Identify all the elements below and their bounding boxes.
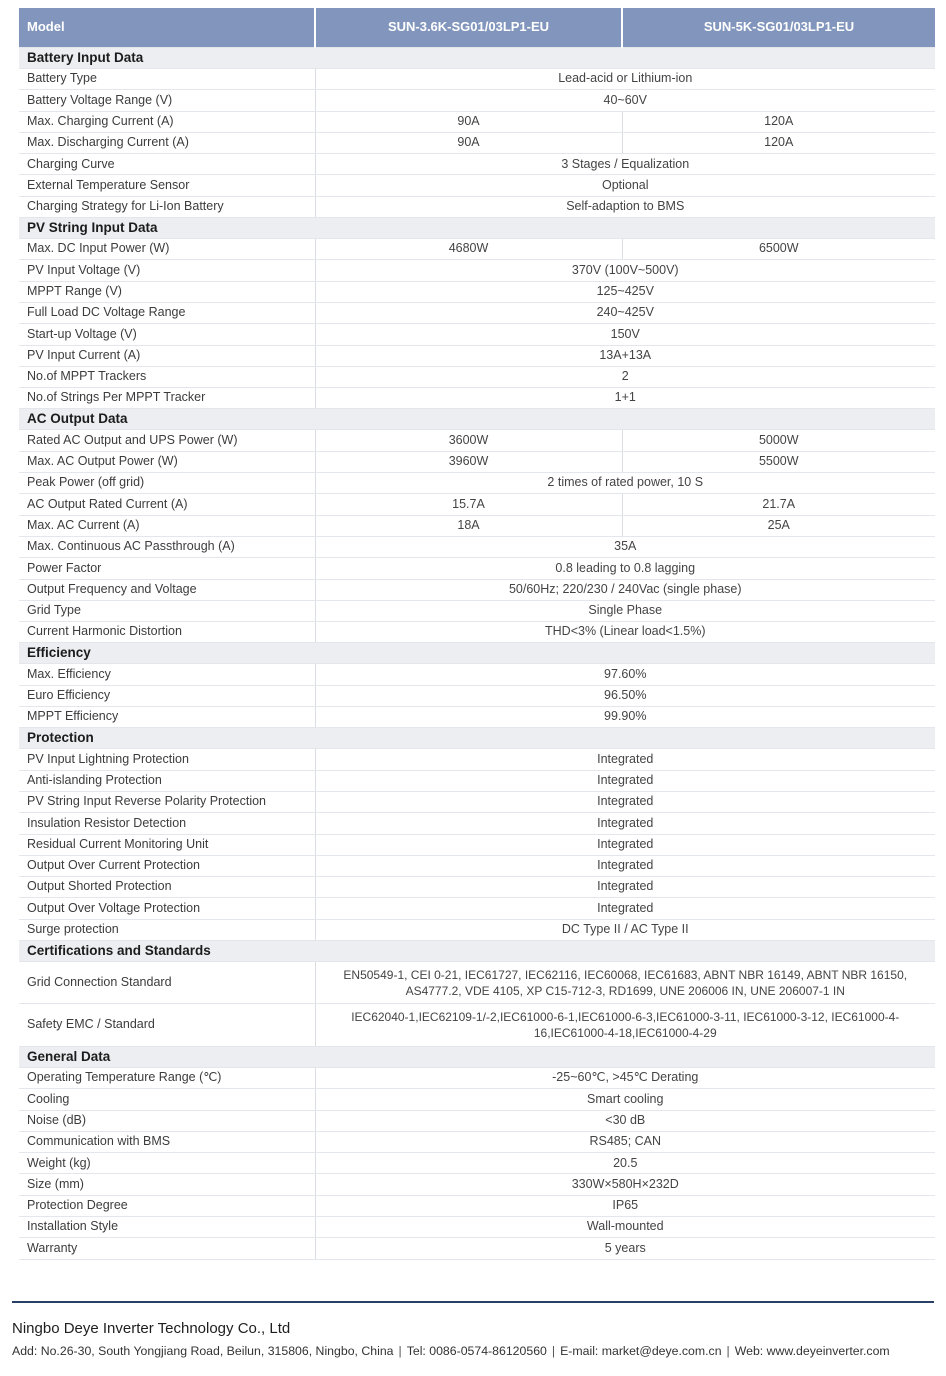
footer-divider [12, 1301, 934, 1303]
spec-label: Max. Efficiency [19, 664, 315, 685]
spec-value: Integrated [315, 834, 935, 855]
spec-row [19, 260, 935, 281]
spec-label: Weight (kg) [19, 1153, 315, 1174]
spec-value: Integrated [315, 770, 935, 791]
spec-row [19, 813, 935, 834]
spec-value: Integrated [315, 855, 935, 876]
spec-row [19, 622, 935, 643]
spec-value: Integrated [315, 791, 935, 812]
spec-value: Integrated [315, 877, 935, 898]
spec-value: 13A+13A [315, 345, 935, 366]
spec-label: PV Input Voltage (V) [19, 260, 315, 281]
model-a-header: SUN-3.6K-SG01/03LP1-EU [315, 8, 622, 48]
spec-label: Cooling [19, 1089, 315, 1110]
spec-label: AC Output Rated Current (A) [19, 494, 315, 515]
spec-value: Lead-acid or Lithium-ion [315, 69, 935, 90]
spec-label: Charging Curve [19, 154, 315, 175]
spec-value-model-a: 90A [315, 111, 622, 132]
section-title: Efficiency [19, 643, 935, 664]
spec-label: Grid Type [19, 600, 315, 621]
spec-row [19, 451, 935, 472]
section-title: Protection [19, 728, 935, 749]
spec-row [19, 707, 935, 728]
spec-label: Current Harmonic Distortion [19, 622, 315, 643]
spec-label: External Temperature Sensor [19, 175, 315, 196]
spec-row [19, 473, 935, 494]
spec-row [19, 770, 935, 791]
spec-label: Residual Current Monitoring Unit [19, 834, 315, 855]
spec-label: No.of Strings Per MPPT Tracker [19, 388, 315, 409]
model-header: Model [19, 8, 315, 48]
spec-row [19, 558, 935, 579]
spec-label: Warranty [19, 1238, 315, 1259]
spec-label: No.of MPPT Trackers [19, 366, 315, 387]
section-title: AC Output Data [19, 409, 935, 430]
section-header [19, 728, 935, 749]
company-contact [12, 1344, 890, 1358]
spec-table [19, 8, 935, 1260]
company-web: Web: www.deyeinverter.com [734, 1344, 890, 1358]
spec-value: 5 years [315, 1238, 935, 1259]
spec-value: 0.8 leading to 0.8 lagging [315, 558, 935, 579]
spec-row [19, 791, 935, 812]
spec-row [19, 1153, 935, 1174]
spec-row [19, 388, 935, 409]
spec-row [19, 664, 935, 685]
spec-label: Output Over Voltage Protection [19, 898, 315, 919]
spec-label: Max. DC Input Power (W) [19, 239, 315, 260]
spec-value: THD<3% (Linear load<1.5%) [315, 622, 935, 643]
spec-label: Euro Efficiency [19, 685, 315, 706]
spec-label: Size (mm) [19, 1174, 315, 1195]
spec-value: 1+1 [315, 388, 935, 409]
header-row [19, 8, 935, 48]
spec-row [19, 366, 935, 387]
spec-row [19, 494, 935, 515]
section-header [19, 48, 935, 69]
spec-row [19, 834, 935, 855]
spec-value-model-b: 25A [622, 515, 935, 536]
spec-label: Rated AC Output and UPS Power (W) [19, 430, 315, 451]
spec-row [19, 196, 935, 217]
spec-value-model-a: 4680W [315, 239, 622, 260]
spec-value: Integrated [315, 813, 935, 834]
spec-value: 2 [315, 366, 935, 387]
spec-value-model-b: 21.7A [622, 494, 935, 515]
spec-label: Operating Temperature Range (℃) [19, 1067, 315, 1088]
spec-label: Max. AC Current (A) [19, 515, 315, 536]
spec-row [19, 877, 935, 898]
company-name: Ningbo Deye Inverter Technology Co., Ltd [12, 1320, 291, 1337]
spec-value-model-a: 15.7A [315, 494, 622, 515]
spec-value-model-a: 90A [315, 132, 622, 153]
spec-value: 40~60V [315, 90, 935, 111]
section-header [19, 940, 935, 961]
spec-value: Single Phase [315, 600, 935, 621]
spec-row [19, 579, 935, 600]
spec-row [19, 90, 935, 111]
spec-value-model-b: 6500W [622, 239, 935, 260]
spec-value: DC Type II / AC Type II [315, 919, 935, 940]
spec-label: Peak Power (off grid) [19, 473, 315, 494]
spec-row [19, 1004, 935, 1047]
spec-row [19, 1217, 935, 1238]
spec-value: 97.60% [315, 664, 935, 685]
spec-row [19, 749, 935, 770]
spec-value: Integrated [315, 898, 935, 919]
spec-value: Smart cooling [315, 1089, 935, 1110]
spec-value: 125~425V [315, 281, 935, 302]
spec-value-model-b: 5000W [622, 430, 935, 451]
spec-label: Anti-islanding Protection [19, 770, 315, 791]
spec-row [19, 302, 935, 323]
spec-row [19, 1238, 935, 1259]
spec-value: 2 times of rated power, 10 S [315, 473, 935, 494]
spec-value-model-a: 18A [315, 515, 622, 536]
company-tel: Tel: 0086-0574-86120560 [406, 1344, 547, 1358]
spec-value: IP65 [315, 1195, 935, 1216]
spec-value-model-b: 120A [622, 111, 935, 132]
section-header [19, 218, 935, 239]
spec-row [19, 855, 935, 876]
spec-value: 3 Stages / Equalization [315, 154, 935, 175]
model-b-header: SUN-5K-SG01/03LP1-EU [622, 8, 935, 48]
spec-label: Charging Strategy for Li-Ion Battery [19, 196, 315, 217]
spec-label: Installation Style [19, 1217, 315, 1238]
spec-label: Protection Degree [19, 1195, 315, 1216]
spec-value: 96.50% [315, 685, 935, 706]
spec-row [19, 1067, 935, 1088]
spec-row [19, 132, 935, 153]
spec-label: Max. Discharging Current (A) [19, 132, 315, 153]
spec-value: 330W×580H×232D [315, 1174, 935, 1195]
spec-row [19, 536, 935, 557]
spec-row [19, 961, 935, 1004]
separator: | [551, 1344, 556, 1358]
spec-label: Output Shorted Protection [19, 877, 315, 898]
spec-label: Start-up Voltage (V) [19, 324, 315, 345]
section-title: General Data [19, 1046, 935, 1067]
spec-label: Battery Type [19, 69, 315, 90]
spec-value: 240~425V [315, 302, 935, 323]
spec-body [19, 48, 935, 1260]
section-header [19, 643, 935, 664]
spec-value-model-b: 5500W [622, 451, 935, 472]
section-header [19, 1046, 935, 1067]
spec-row [19, 111, 935, 132]
spec-row [19, 154, 935, 175]
spec-value: IEC62040-1,IEC62109-1/-2,IEC61000-6-1,IEC61000-6-3,IEC61000-3-11, IEC61000-3-12, IEC61000-4-16,IEC61000-4-18,IEC61000-4-29 [315, 1004, 935, 1047]
spec-value-model-a: 3600W [315, 430, 622, 451]
spec-label: MPPT Range (V) [19, 281, 315, 302]
spec-label: Noise (dB) [19, 1110, 315, 1131]
spec-label: Output Frequency and Voltage [19, 579, 315, 600]
spec-label: Power Factor [19, 558, 315, 579]
spec-row [19, 239, 935, 260]
spec-label: Full Load DC Voltage Range [19, 302, 315, 323]
spec-value: <30 dB [315, 1110, 935, 1131]
spec-label: Grid Connection Standard [19, 961, 315, 1004]
section-title: Certifications and Standards [19, 940, 935, 961]
spec-value: -25~60℃, >45℃ Derating [315, 1067, 935, 1088]
spec-value: 35A [315, 536, 935, 557]
spec-label: Surge protection [19, 919, 315, 940]
spec-label: Communication with BMS [19, 1131, 315, 1152]
separator: | [398, 1344, 402, 1358]
spec-row [19, 1131, 935, 1152]
spec-value: EN50549-1, CEI 0-21, IEC61727, IEC62116, IEC60068, IEC61683, ABNT NBR 16149, ABNT NBR 16150, AS4777.2, VDE 4105, XP C15-712-3, RD1699, UNE 206006 IN, UNE 206007-1 IN [315, 961, 935, 1004]
spec-row [19, 898, 935, 919]
spec-label: Insulation Resistor Detection [19, 813, 315, 834]
company-address: Add: No.26-30, South Yongjiang Road, Beilun, 315806, Ningbo, China [12, 1344, 394, 1358]
spec-label: Safety EMC / Standard [19, 1004, 315, 1047]
spec-label: PV String Input Reverse Polarity Protection [19, 791, 315, 812]
spec-row [19, 1110, 935, 1131]
spec-value: Wall-mounted [315, 1217, 935, 1238]
spec-row [19, 1174, 935, 1195]
spec-value: RS485; CAN [315, 1131, 935, 1152]
spec-row [19, 515, 935, 536]
spec-row [19, 69, 935, 90]
spec-row [19, 1089, 935, 1110]
spec-row [19, 685, 935, 706]
spec-row [19, 345, 935, 366]
spec-value-model-b: 120A [622, 132, 935, 153]
section-title: PV String Input Data [19, 218, 935, 239]
separator: | [726, 1344, 730, 1358]
spec-value: Self-adaption to BMS [315, 196, 935, 217]
spec-value: Integrated [315, 749, 935, 770]
spec-label: MPPT Efficiency [19, 707, 315, 728]
spec-label: Max. Continuous AC Passthrough (A) [19, 536, 315, 557]
spec-row [19, 430, 935, 451]
spec-value: 150V [315, 324, 935, 345]
section-title: Battery Input Data [19, 48, 935, 69]
spec-label: PV Input Lightning Protection [19, 749, 315, 770]
spec-label: PV Input Current (A) [19, 345, 315, 366]
spec-value: Optional [315, 175, 935, 196]
spec-value: 370V (100V~500V) [315, 260, 935, 281]
spec-value: 99.90% [315, 707, 935, 728]
spec-row [19, 1195, 935, 1216]
spec-row [19, 281, 935, 302]
spec-row [19, 919, 935, 940]
spec-row [19, 175, 935, 196]
spec-label: Battery Voltage Range (V) [19, 90, 315, 111]
spec-row [19, 324, 935, 345]
spec-label: Max. AC Output Power (W) [19, 451, 315, 472]
section-header [19, 409, 935, 430]
company-email: E-mail: market@deye.com.cn [560, 1344, 722, 1358]
spec-value-model-a: 3960W [315, 451, 622, 472]
spec-value: 20.5 [315, 1153, 935, 1174]
spec-value: 50/60Hz; 220/230 / 240Vac (single phase) [315, 579, 935, 600]
spec-row [19, 600, 935, 621]
spec-label: Max. Charging Current (A) [19, 111, 315, 132]
spec-label: Output Over Current Protection [19, 855, 315, 876]
